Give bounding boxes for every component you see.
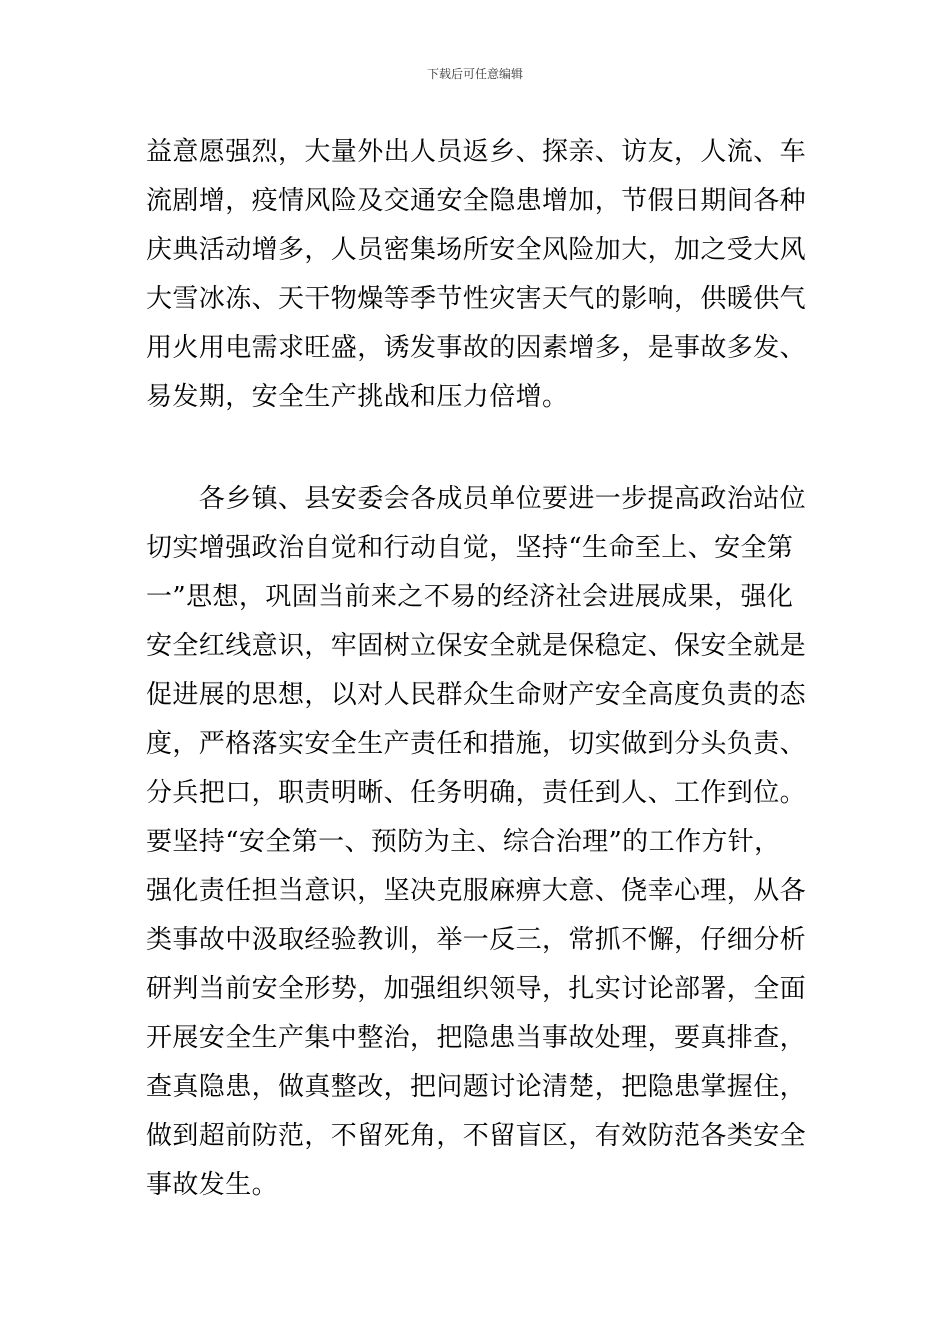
paragraph-2 — [146, 475, 808, 1210]
text-line: 做到超前防范，不留死角，不留盲区，有效防范各类安全 — [146, 1121, 807, 1151]
page-header: 下载后可任意编辑 — [426, 67, 523, 81]
text-line: 促进展的思想，以对人民群众生命财产安全高度负责的态 — [146, 680, 807, 710]
text-line: 易发期，安全生产挑战和压力倍增。 — [146, 382, 569, 412]
text-line: 度，严格落实安全生产责任和措施，切实做到分头负责、 — [146, 729, 807, 759]
text-line: 强化责任担当意识，坚决克服麻痹大意、侥幸心理，从各 — [146, 876, 807, 906]
text-line: 用火用电需求旺盛，诱发事故的因素增多，是事故多发、 — [146, 333, 807, 363]
text-line: 分兵把口，职责明晰、任务明确，责任到人、工作到位。 — [146, 778, 807, 808]
text-line: 一”思想，巩固当前来之不易的经济社会进展成果，强化 — [146, 582, 794, 612]
text-line: 大雪冰冻、天干物燥等季节性灾害天气的影响，供暖供气 — [146, 284, 807, 314]
text-line: 开展安全生产集中整治，把隐患当事故处理，要真排查， — [146, 1023, 807, 1053]
text-line: 事故发生。 — [146, 1170, 279, 1200]
text-line: 各乡镇、县安委会各成员单位要进一步提高政治站位 — [146, 484, 807, 514]
text-line: 类事故中汲取经验教训，举一反三，常抓不懈，仔细分析 — [146, 925, 807, 955]
text-line: 益意愿强烈，大量外出人员返乡、探亲、访友，人流、车 — [146, 137, 807, 167]
text-line: 要坚持“安全第一、预防为主、综合治理”的工作方针， — [146, 827, 781, 857]
text-line: 庆典活动增多，人员密集场所安全风险加大，加之受大风 — [146, 235, 807, 265]
paragraph-1 — [146, 128, 808, 422]
text-line: 查真隐患，做真整改，把问题讨论清楚，把隐患掌握住， — [146, 1072, 807, 1102]
text-line: 切实增强政治自觉和行动自觉，坚持“生命至上、安全第 — [146, 533, 794, 563]
text-line: 研判当前安全形势，加强组织领导，扎实讨论部署，全面 — [146, 974, 807, 1004]
text-line: 安全红线意识，牢固树立保安全就是保稳定、保安全就是 — [146, 631, 807, 661]
text-line: 流剧增，疫情风险及交通安全隐患增加，节假日期间各种 — [146, 186, 807, 216]
